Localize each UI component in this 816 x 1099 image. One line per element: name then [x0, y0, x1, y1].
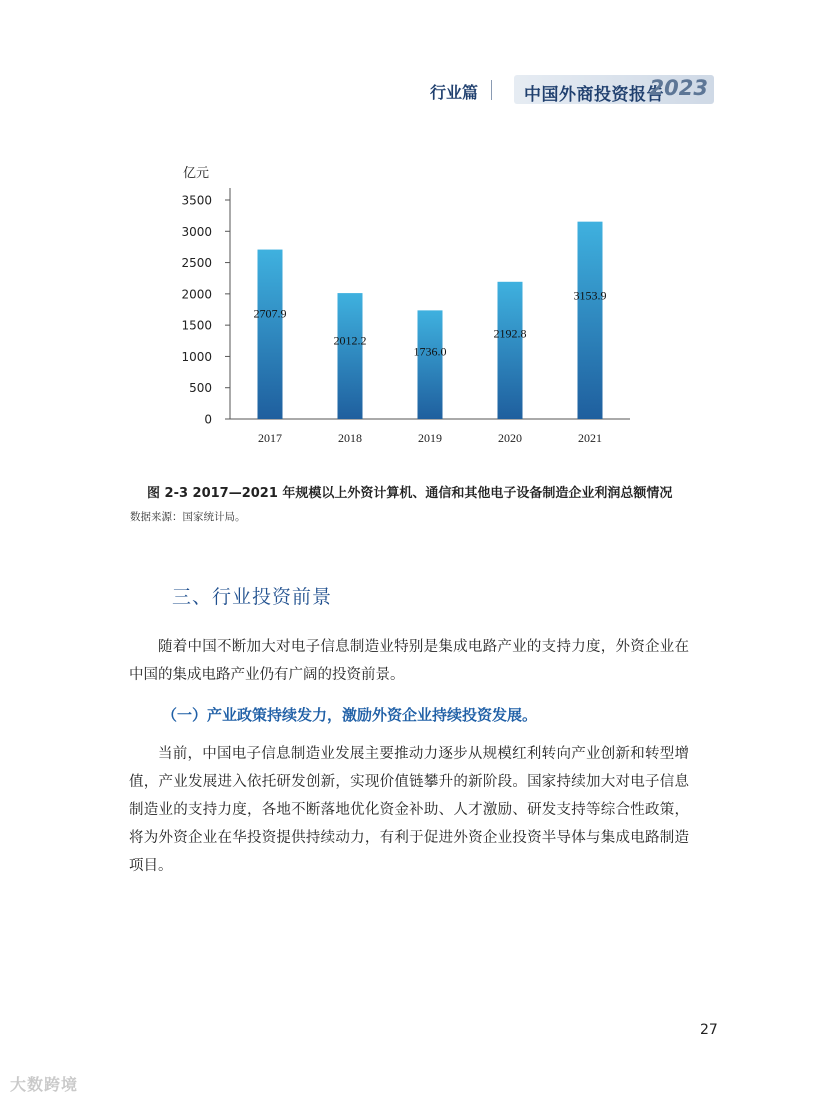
y-tick-label: 2500: [181, 256, 212, 271]
chart-bars: [258, 222, 603, 419]
bar-2021: [578, 222, 603, 419]
chart-axes: [181, 188, 630, 427]
bar-value-label: 2192.8: [493, 326, 527, 341]
header-section-label: 行业篇: [430, 83, 479, 102]
data-source-note: 数据来源：国家统计局。: [130, 511, 246, 523]
y-tick-label: 2000: [181, 287, 212, 302]
bar-value-label: 2707.9: [253, 306, 287, 321]
page-number: 27: [700, 1022, 718, 1038]
y-tick-label: 3000: [181, 224, 212, 239]
profit-bar-chart: [0, 0, 816, 470]
bar-2020: [498, 282, 523, 419]
x-tick-label: 2020: [498, 431, 522, 445]
y-tick-label: 500: [189, 381, 212, 396]
bar-value-label: 2012.2: [333, 333, 367, 348]
figure-caption: 图 2-3 2017—2021 年规模以上外资计算机、通信和其他电子设备制造企业利润总额情况: [147, 486, 673, 501]
y-tick-label: 1500: [181, 318, 212, 333]
y-tick-label: 3500: [181, 193, 212, 208]
x-tick-label: 2018: [338, 431, 362, 445]
header-report-title: 中国外商投资报告: [524, 85, 664, 105]
bar-2017: [258, 250, 283, 419]
y-tick-label: 0: [204, 412, 212, 427]
paragraph-policy: 当前，中国电子信息制造业发展主要推动力逐步从规模红利转向产业创新和转型增值，产业发展进入依托研发创新，实现价值链攀升的新阶段。国家持续加大对电子信息制造业的支持力度，各地不断落地优化资金补助、人才激励、研发支持等综合性政策，将为外资企业在华投资提供持续动力，有利于促进外资企业投资半导体与集成电路制造项目。: [129, 746, 689, 874]
y-tick-label: 1000: [181, 349, 212, 364]
x-tick-label: 2017: [258, 431, 282, 445]
subheading-policy: （一）产业政策持续发力，激励外资企业持续投资发展。: [162, 706, 538, 724]
bar-2019: [418, 310, 443, 419]
header-report-year: 2023: [649, 76, 708, 100]
paragraph-intro: 随着中国不断加大对电子信息制造业特别是集成电路产业的支持力度，外资企业在中国的集成电路产业仍有广阔的投资前景。: [129, 639, 689, 683]
section-title: 三、行业投资前景: [172, 586, 333, 608]
x-tick-label: 2021: [578, 431, 602, 445]
bar-value-label: 3153.9: [573, 288, 607, 303]
bar-2018: [338, 293, 363, 419]
bar-value-label: 1736.0: [413, 344, 447, 359]
y-axis-unit-label: 亿元: [183, 166, 210, 181]
watermark-logo: 大数跨境: [10, 1075, 79, 1094]
x-tick-label: 2019: [418, 431, 442, 445]
